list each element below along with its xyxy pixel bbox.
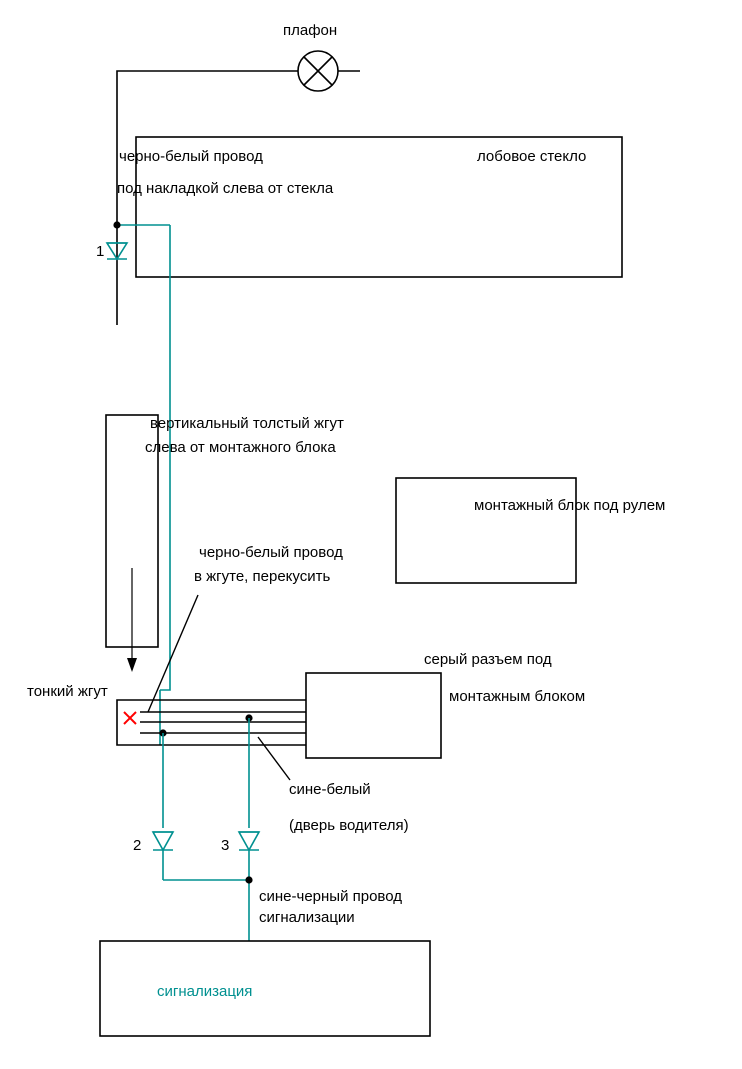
alarm-box: [100, 941, 430, 1036]
leader-blue-white: [258, 737, 290, 780]
label-thick-harness-line1: вертикальный толстый жгут: [150, 415, 344, 432]
label-cut-wire-line2: в жгуте, перекусить: [194, 568, 331, 585]
label-driver-door: (дверь водителя): [289, 817, 409, 834]
label-black-white-wire-line2: под накладкой слева от стекла: [117, 180, 334, 197]
fuse-block-box: [396, 478, 576, 583]
diode-3-symbol: [239, 832, 259, 880]
diode-branch-wires: [163, 718, 249, 828]
harness-wires: [140, 712, 306, 733]
label-diode-1-number: 1: [96, 243, 105, 260]
label-diode-3-number: 3: [221, 837, 230, 854]
label-thin-harness: тонкий жгут: [27, 683, 108, 700]
junction-dot-diode1: [113, 221, 120, 228]
label-gray-connector-line1: серый разъем под: [424, 651, 552, 668]
diode-2-symbol: [153, 832, 173, 880]
label-diode-2-number: 2: [133, 837, 142, 854]
label-black-white-wire-line1: черно-белый провод: [119, 148, 263, 165]
cut-mark-icon: [124, 712, 136, 724]
label-windshield: лобовое стекло: [477, 148, 587, 165]
label-thick-harness-line2: слева от монтажного блока: [145, 439, 336, 456]
label-fuse-block: монтажный блок под рулем: [474, 497, 666, 514]
alarm-feed-wire: [163, 876, 253, 941]
label-blue-black-line2: сигнализации: [259, 909, 355, 926]
label-alarm: сигнализация: [157, 983, 253, 1000]
lamp-symbol: [298, 51, 360, 91]
label-gray-connector-line2: монтажным блоком: [449, 688, 586, 705]
label-blue-white: сине-белый: [289, 781, 371, 798]
label-blue-black-line1: сине-черный провод: [259, 888, 402, 905]
gray-connector-box: [306, 673, 441, 758]
label-cut-wire-line1: черно-белый провод: [199, 544, 343, 561]
label-lamp: плафон: [283, 22, 338, 39]
